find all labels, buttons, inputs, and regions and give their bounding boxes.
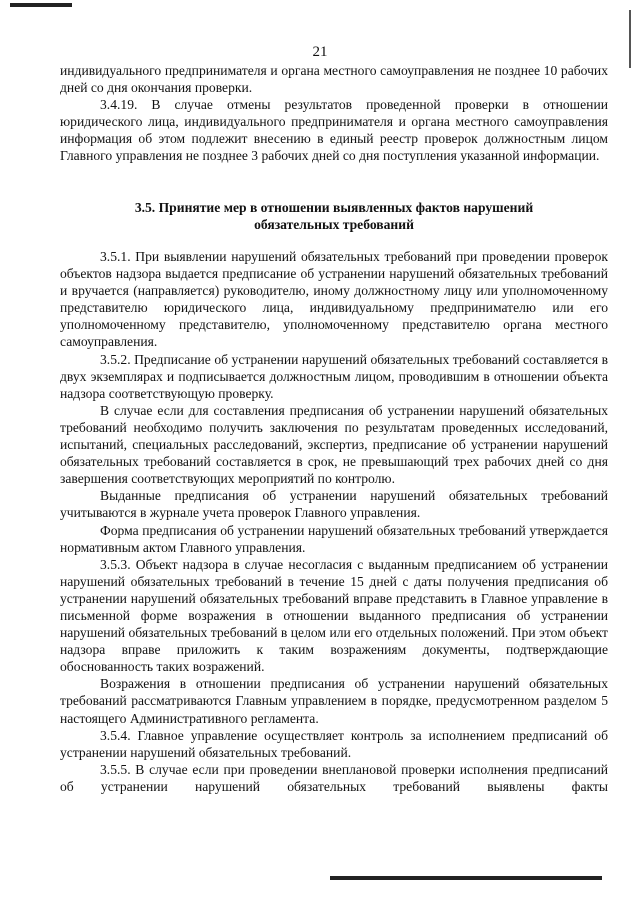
section-heading-line-2: обязательных требований: [254, 217, 414, 232]
paragraph-3-5-3: 3.5.3. Объект надзора в случае несогласия с выданным предписанием об устранении нарушений обязательных требований в течение 15 дней с даты получения предписания об устранении нарушений обязательных требований вправе представить в Главное управление в письменной форме возражения в отношении выданного предписания об устранении нарушений обязательных требований в целом или его отдельных положений. При этом объект надзора вправе приложить к таким возражениям документы, подтверждающие обоснованность таких возражений.: [60, 556, 608, 675]
paragraph-objections: Возражения в отношении предписания об устранении нарушений обязательных требований рассматриваются Главным управлением в порядке, предусмотренном разделом 5 настоящего Административного регламента.: [60, 676, 608, 726]
body-text-block: [60, 248, 608, 795]
paragraph-order-form: Форма предписания об устранении нарушений обязательных требований утверждается нормативным актом Главного управления.: [60, 522, 608, 555]
paragraph-3-5-2: 3.5.2. Предписание об устранении нарушений обязательных требований составляется в двух экземплярах и подписывается должностным лицом, проводившим в отношении объекта надзора соответствующую проверку.: [60, 351, 608, 401]
page-number: 21: [312, 44, 328, 60]
paragraph-continuation: индивидуального предпринимателя и органа местного самоуправления не позднее 10 рабочих дней со дня окончания проверки.: [60, 63, 608, 96]
scan-artifact-bottom-line: [330, 876, 602, 880]
paragraph-3-5-5: 3.5.5. В случае если при проведении внеплановой проверки исполнения предписаний об устранении нарушений обязательных требований выявлены факты: [60, 761, 608, 794]
section-heading-line-1: 3.5. Принятие мер в отношении выявленных фактов нарушений: [134, 200, 534, 215]
paragraph-issued-orders: Выданные предписания об устранении нарушений обязательных требований учитываются в журнале учета проверок Главного управления.: [60, 488, 608, 521]
paragraph-3-4-19: 3.4.19. В случае отмены результатов проведенной проверки в отношении юридического лица, индивидуального предпринимателя и органа местного самоуправления информация об этом подлежит внесению в единый реестр проверок должностным лицом Главного управления не позднее 3 рабочих дней со дня поступления указанной информации.: [60, 97, 608, 164]
paragraph-conclusions: В случае если для составления предписания об устранении нарушений обязательных требований необходимо получить заключения по результатам проведенных исследований, испытаний, специальных расследований, экспертиз, предписание об устранении нарушений обязательных требований составляется в срок, не превышающий трех рабочих дней со дня завершения соответствующих мероприятий по контролю.: [60, 402, 608, 487]
intro-text-block: [60, 62, 608, 165]
scan-artifact-top-line: [10, 3, 72, 7]
paragraph-3-5-1: 3.5.1. При выявлении нарушений обязательных требований при проведении проверок объектов надзора выдается предписание об устранении нарушений обязательных требований и вручается (направляется) руководителю, иному должностному лицу или уполномоченному представителю юридического лица, индивидуальному предпринимателю или его уполномоченному представителю, уполномоченному представителю органа местного самоуправления.: [60, 249, 608, 350]
paragraph-3-5-4: 3.5.4. Главное управление осуществляет контроль за исполнением предписаний об устранении нарушений обязательных требований.: [60, 727, 608, 760]
